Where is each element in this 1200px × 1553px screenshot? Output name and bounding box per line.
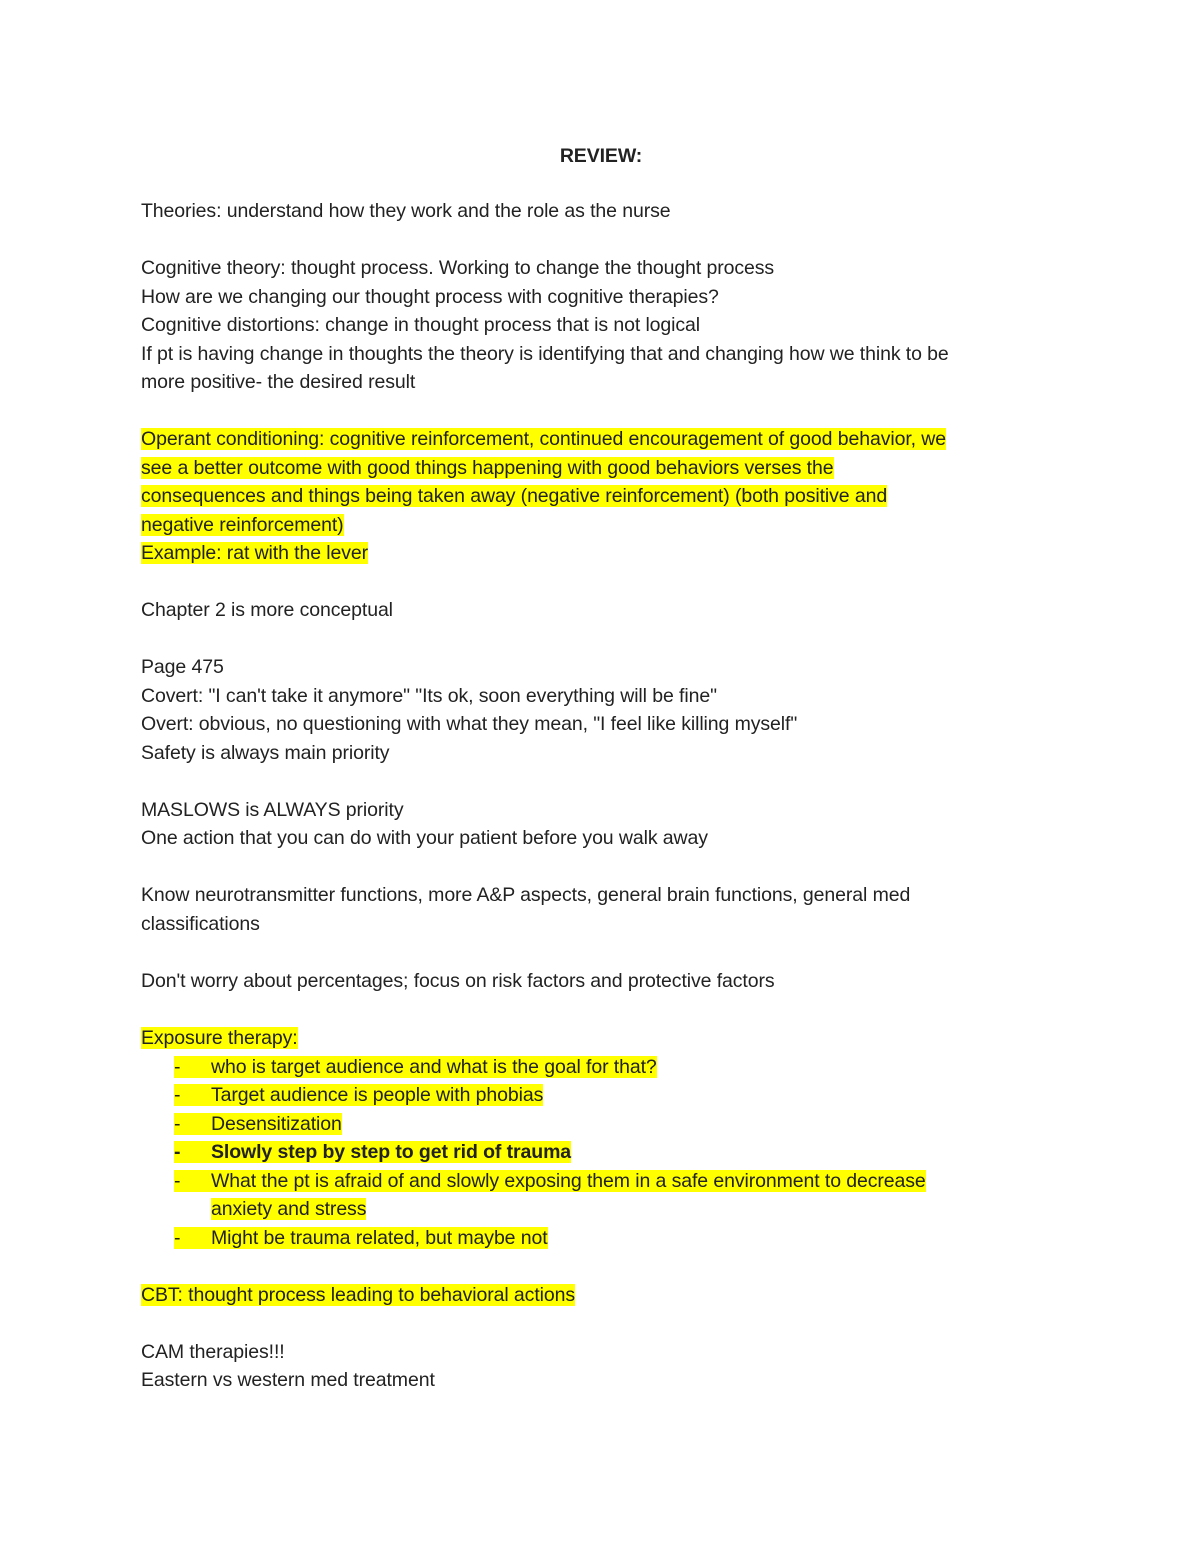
text-line: more positive- the desired result [141,371,416,393]
list-item-text: What the pt is afraid of and slowly exposing them in a safe environment to decrease [211,1169,926,1192]
text-line: One action that you can do with your patient before you walk away [141,827,708,849]
list-item-text: who is target audience and what is the goal for that? [211,1055,657,1078]
page-title: REVIEW: [559,145,643,167]
text-line: Eastern vs western med treatment [141,1369,435,1391]
list-item [174,1224,548,1253]
bullet-dash: - [174,1084,181,1106]
text-line: Page 475 [141,656,224,678]
text-line: How are we changing our thought process with cognitive therapies? [141,285,719,308]
text-line: If pt is having change in thoughts the theory is identifying that and changing how we think to be [141,342,949,365]
list-item-text: Target audience is people with phobias [211,1084,544,1106]
highlighted-text: negative reinforcement) [141,513,344,536]
text-line: Overt: obvious, no questioning with what they mean, "I feel like killing myself" [141,713,798,735]
text-line: CAM therapies!!! [141,1340,285,1363]
highlighted-text: CBT: thought process leading to behavioral actions [141,1283,576,1306]
list-item-text: Desensitization [211,1112,342,1135]
text-line: classifications [141,912,260,935]
list-item [174,1081,543,1110]
list-item [174,1138,571,1167]
bullet-dash: - [174,1169,181,1192]
list-item-text: anxiety and stress [211,1198,367,1220]
text-line: Cognitive distortions: change in thought process that is not logical [141,314,701,336]
highlighted-text: Exposure therapy: [141,1027,298,1049]
bullet-dash: - [174,1226,181,1249]
bullet-dash: - [174,1141,181,1163]
highlighted-text: consequences and things being taken away (negative reinforcement) (both positive and [141,485,888,507]
list-item [174,1053,657,1082]
text-line: MASLOWS is ALWAYS priority [141,798,404,821]
list-item [174,1167,926,1196]
list-item-text: Might be trauma related, but maybe not [211,1226,548,1249]
text-line: Cognitive theory: thought process. Working to change the thought process [141,257,775,279]
highlighted-text: see a better outcome with good things happening with good behaviors verses the [141,456,834,479]
bullet-dash: - [174,1112,181,1135]
highlighted-text: Operant conditioning: cognitive reinforcement, continued encouragement of good behavior, we [141,428,947,450]
bullet-dash: - [174,1055,181,1078]
highlighted-text: Example: rat with the lever [141,542,369,564]
text-line: Theories: understand how they work and the role as the nurse [141,200,671,222]
text-line: Know neurotransmitter functions, more A&P aspects, general brain functions, general med [141,884,911,906]
list-item [174,1110,342,1139]
text-line: Safety is always main priority [141,741,390,764]
text-line: Don't worry about percentages; focus on risk factors and protective factors [141,969,775,992]
text-line: Covert: "I can't take it anymore" "Its ok, soon everything will be fine" [141,684,717,707]
list-item-text: Slowly step by step to get rid of trauma [211,1141,572,1163]
text-line: Chapter 2 is more conceptual [141,599,393,621]
